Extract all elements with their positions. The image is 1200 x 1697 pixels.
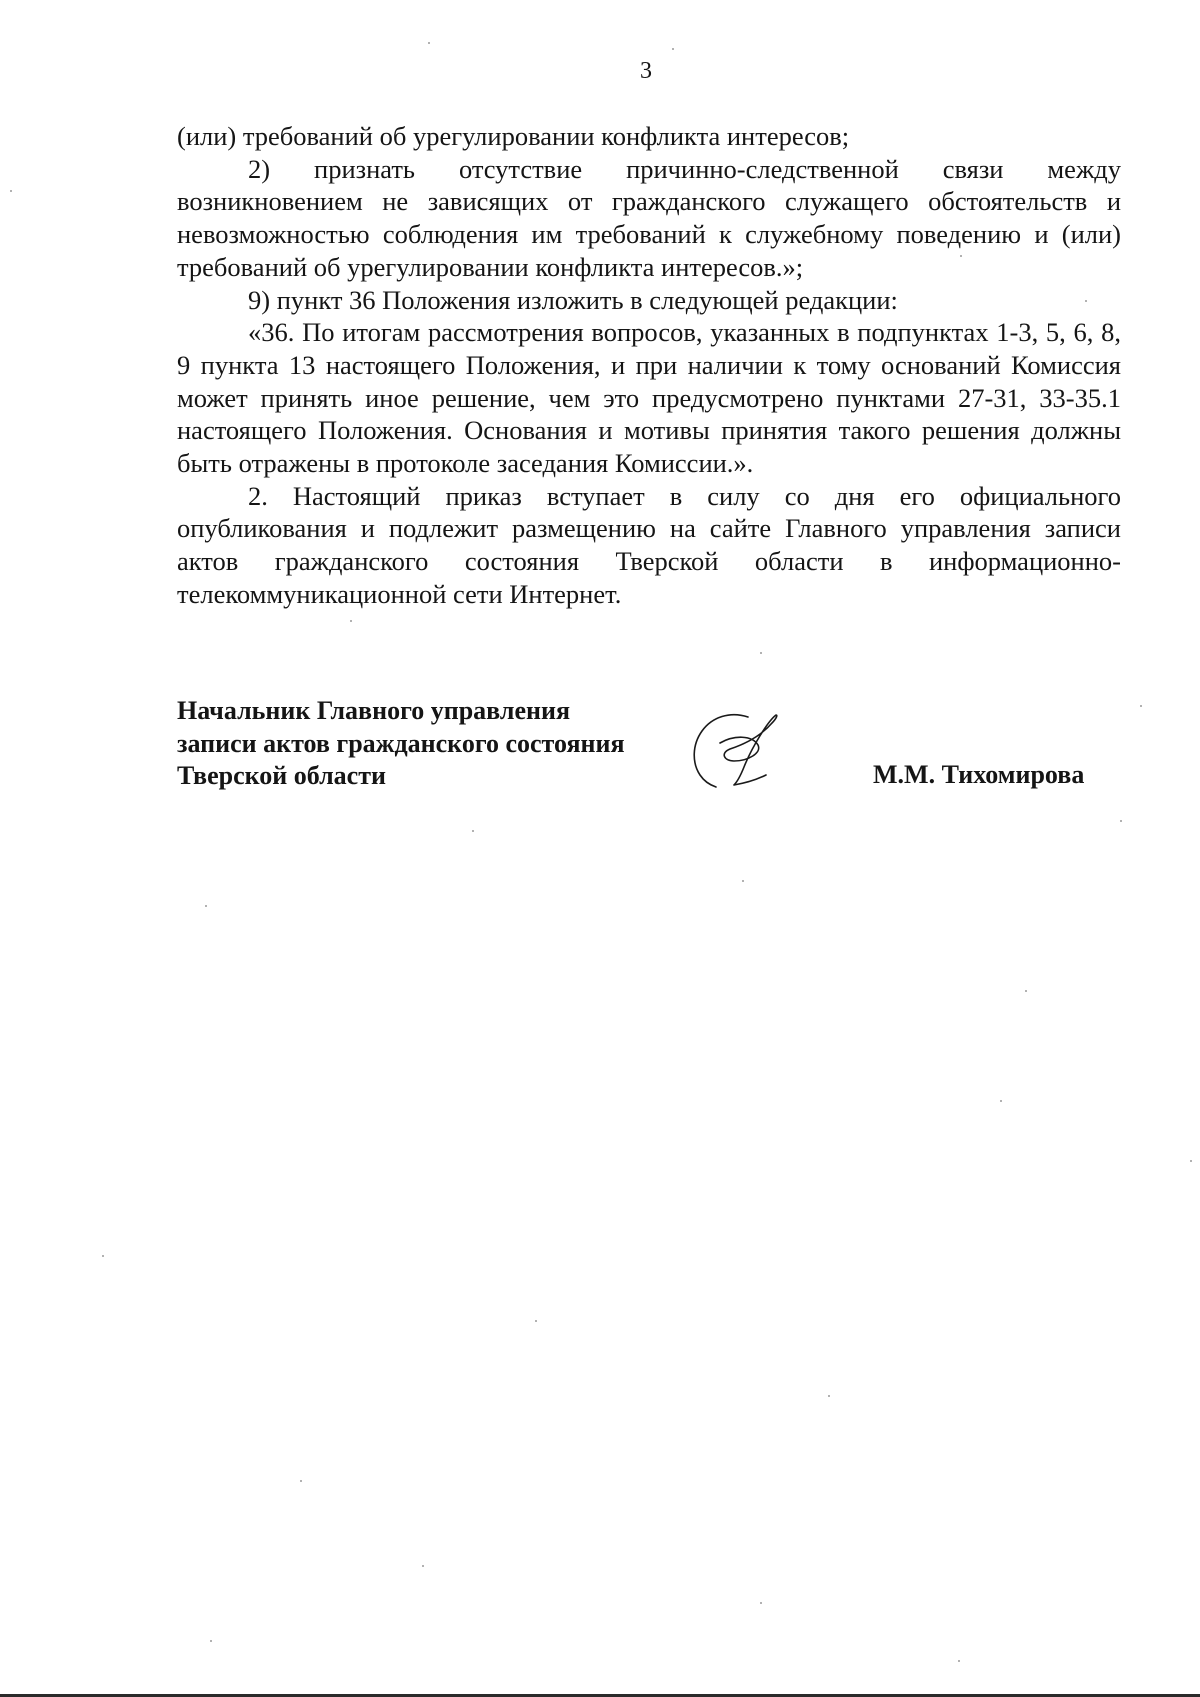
signatory-title-line: записи актов гражданского состояния bbox=[177, 728, 625, 758]
signatory-title bbox=[177, 695, 625, 793]
paragraph-item-9: 9) пункт 36 Положения изложить в следующей редакции: bbox=[248, 284, 898, 315]
paragraph-item-2: 2) признать отсутствие причинно-следственной связи между возникновением не зависящих от гражданского служащего обстоятельств и невозможностью соблюдения им требований к служебному поведению и (или) требований об урегулировании конфликта интересов.»; bbox=[177, 153, 1121, 282]
paragraph-effective-date: 2. Настоящий приказ вступает в силу со дня его официального опубликования и подлежит размещению на сайте Главного управления записи актов гражданского состояния Тверской области в информационно-телекоммуникационной сети Интернет. bbox=[177, 480, 1121, 609]
page-number: 3 bbox=[640, 58, 652, 84]
signatory-name: М.М. Тихомирова bbox=[873, 760, 1085, 789]
paragraph-quote-36: «36. По итогам рассмотрения вопросов, указанных в подпунктах 1-3, 5, 6, 8, 9 пункта 13 настоящего Положения, и при наличии к тому оснований Комиссия может принять иное решение, чем это предусмотрено пунктами 27-31, 33-35.1 настоящего Положения. Основания и мотивы принятия такого решения должны быть отражены в протоколе заседания Комиссии.». bbox=[177, 317, 1121, 479]
document-body bbox=[177, 120, 1121, 611]
paragraph-continuation: (или) требований об урегулировании конфликта интересов; bbox=[177, 121, 850, 151]
signatory-title-line: Тверской области bbox=[177, 761, 386, 790]
signatory-title-line: Начальник Главного управления bbox=[177, 696, 571, 725]
handwritten-signature bbox=[690, 705, 820, 795]
